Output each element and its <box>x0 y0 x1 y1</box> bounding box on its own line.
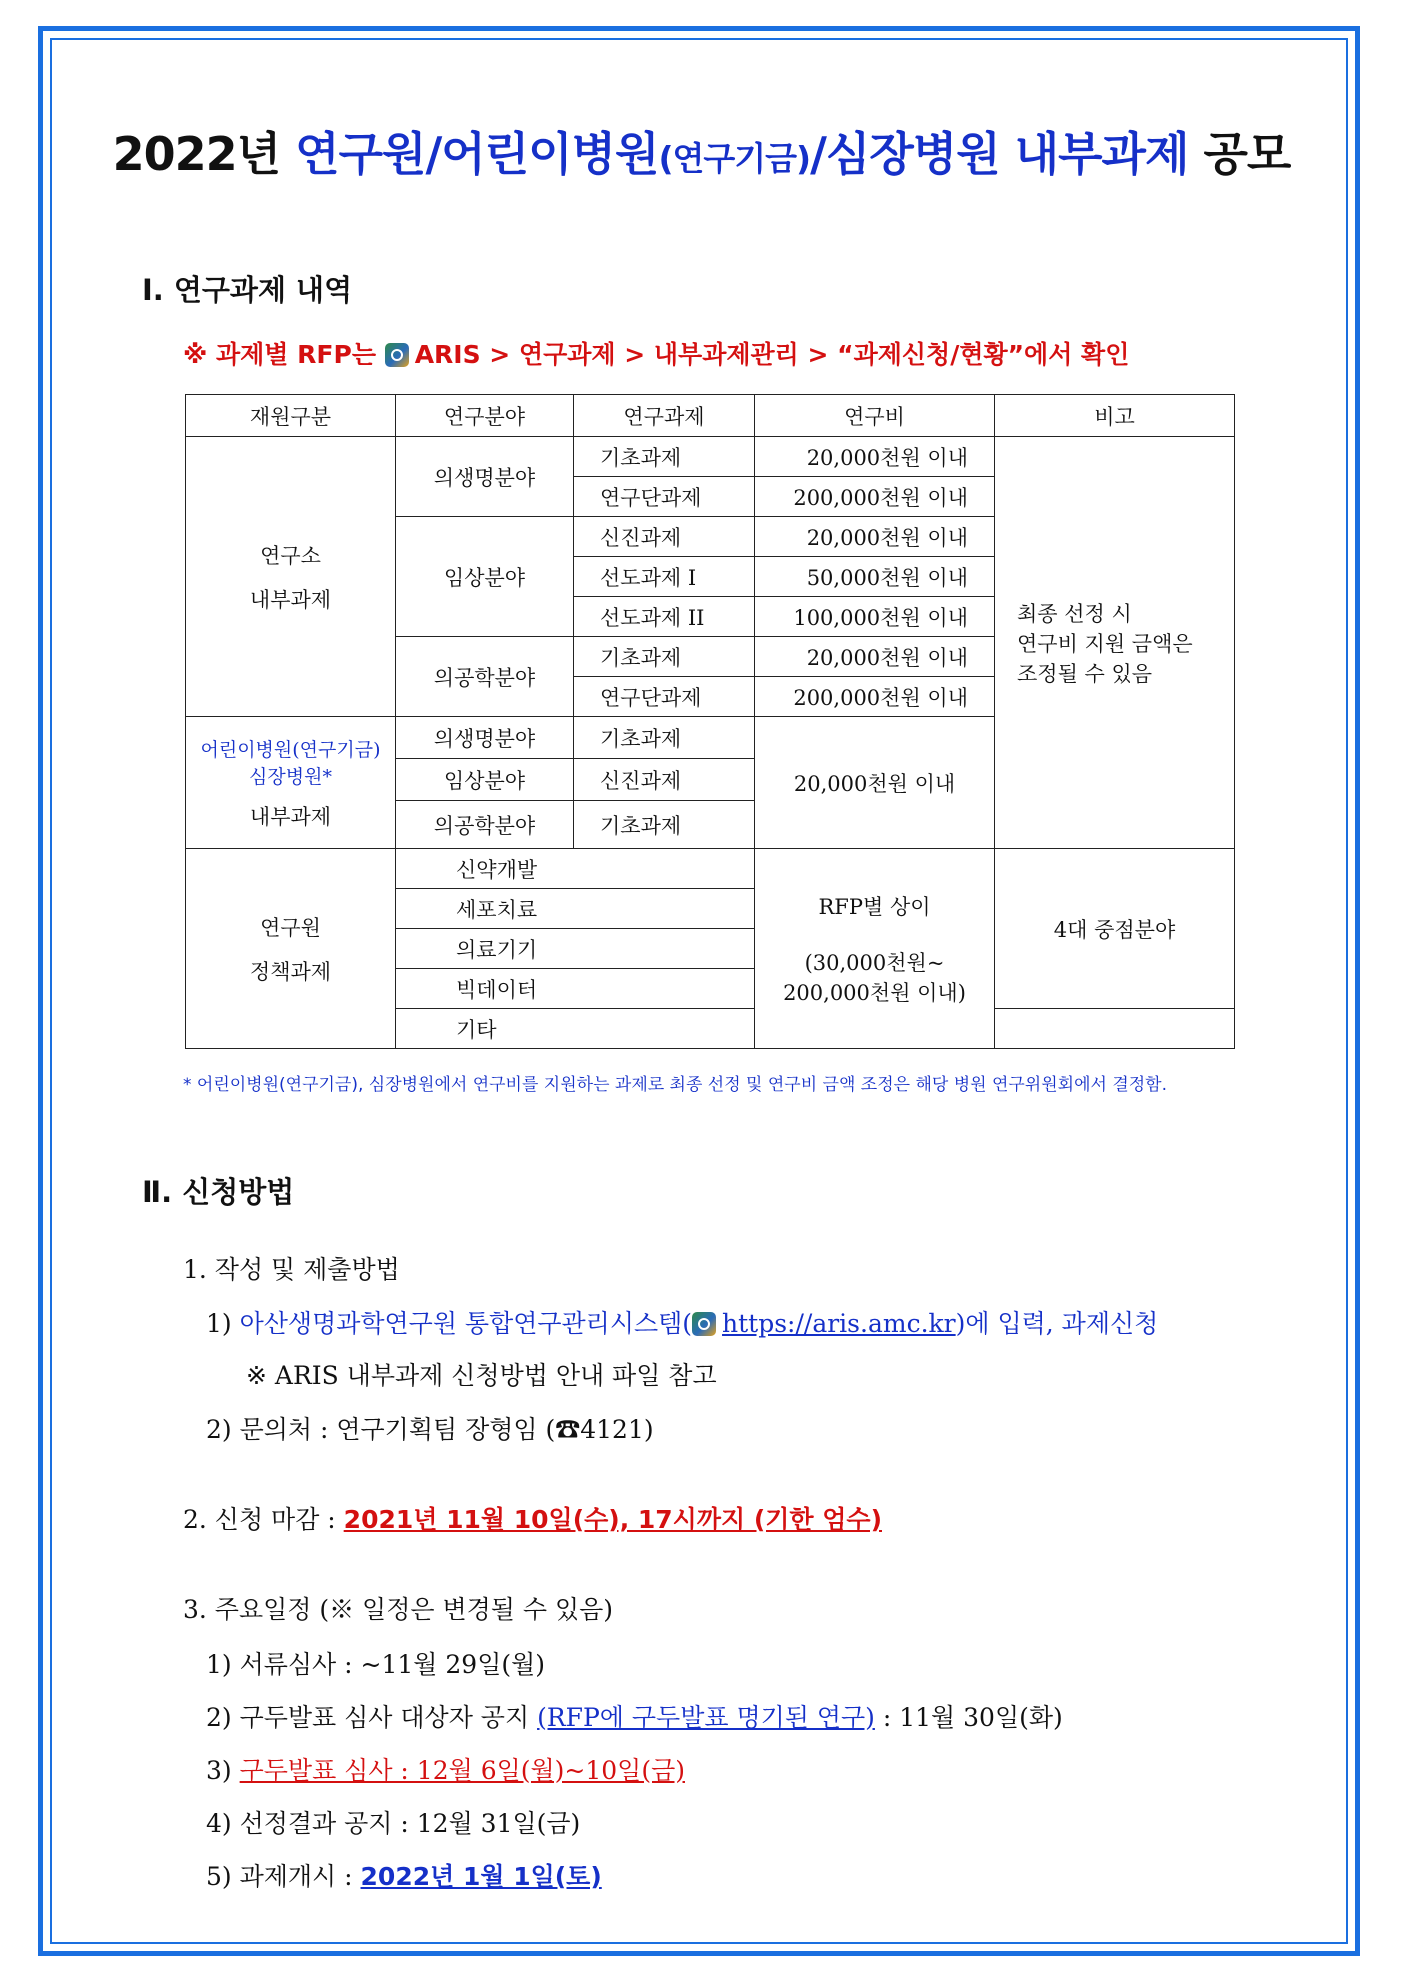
oral-review-date: 구두발표 심사 : 12월 6일(월)~10일(금) <box>239 1756 685 1785</box>
field-cell: 빅데이터 <box>396 969 755 1009</box>
field-cell: 기타 <box>396 1009 755 1049</box>
submission-step-1: 1) 아산생명과학연구원 통합연구관리시스템( https://aris.amc.kr)에 입력, 과제신청 <box>206 1309 1159 1338</box>
funding-group-hospital: 어린이병원(연구기금) 심장병원* 내부과제 <box>186 717 396 849</box>
research-task-table <box>185 394 1235 1049</box>
task-cell: 신진과제 <box>574 759 755 801</box>
budget-cell: 50,000천원 이내 <box>755 557 995 597</box>
table-header: 연구분야 <box>396 395 574 437</box>
oral-presentation-note: (RFP에 구두발표 명기된 연구) <box>537 1703 875 1732</box>
note-cell: 최종 선정 시 연구비 지원 금액은 조정될 수 있음 <box>995 437 1235 849</box>
field-cell: 임상분야 <box>396 517 574 637</box>
task-cell: 기초과제 <box>574 437 755 477</box>
section2-heading: Ⅱ. 신청방법 <box>142 1175 295 1209</box>
task-cell: 기초과제 <box>574 801 755 849</box>
budget-cell: 200,000천원 이내 <box>755 477 995 517</box>
aris-logo-icon <box>692 1312 716 1336</box>
schedule-item: 1) 서류심사 : ~11월 29일(월) <box>206 1650 545 1679</box>
schedule-item: 2) 구두발표 심사 대상자 공지 (RFP에 구두발표 명기된 연구) : 11월 30일(화) <box>206 1703 1063 1732</box>
funding-group-institute: 연구소 내부과제 <box>186 437 396 717</box>
contact-info: 2) 문의처 : 연구기획팀 장형임 (☎4121) <box>206 1415 654 1444</box>
aris-guide-note: ※ ARIS 내부과제 신청방법 안내 파일 참고 <box>246 1361 717 1390</box>
field-cell: 의료기기 <box>396 929 755 969</box>
section1-heading: Ⅰ. 연구과제 내역 <box>142 273 353 307</box>
task-cell: 연구단과제 <box>574 677 755 717</box>
field-cell: 신약개발 <box>396 849 755 889</box>
field-cell: 의생명분야 <box>396 437 574 517</box>
table-header: 연구과제 <box>574 395 755 437</box>
budget-cell: 20,000천원 이내 <box>755 517 995 557</box>
start-date: 2022년 1월 1일(토) <box>360 1862 602 1891</box>
schedule-item: 5) 과제개시 : 2022년 1월 1일(토) <box>206 1862 602 1891</box>
task-cell: 기초과제 <box>574 637 755 677</box>
aris-logo-icon <box>385 343 409 367</box>
field-cell: 세포치료 <box>396 889 755 929</box>
schedule-item: 3) 구두발표 심사 : 12월 6일(월)~10일(금) <box>206 1756 685 1785</box>
table-row <box>186 849 1235 889</box>
schedule-heading: 3. 주요일정 (※ 일정은 변경될 수 있음) <box>183 1595 613 1624</box>
task-cell: 신진과제 <box>574 517 755 557</box>
deadline: 2. 신청 마감 : 2021년 11월 10일(수), 17시까지 (기한 엄수) <box>183 1505 882 1534</box>
budget-cell: 20,000천원 이내 <box>755 637 995 677</box>
note-cell-empty <box>995 1009 1235 1049</box>
table-row <box>186 437 1235 477</box>
budget-cell: RFP별 상이 (30,000천원~ 200,000천원 이내) <box>755 849 995 1049</box>
budget-cell: 20,000천원 이내 <box>755 437 995 477</box>
table-header: 연구비 <box>755 395 995 437</box>
field-cell: 의공학분야 <box>396 637 574 717</box>
note-cell: 4대 중점분야 <box>995 849 1235 1009</box>
submission-method-heading: 1. 작성 및 제출방법 <box>183 1255 400 1284</box>
field-cell: 임상분야 <box>396 759 574 801</box>
table-header-row <box>186 395 1235 437</box>
funding-group-policy: 연구원 정책과제 <box>186 849 396 1049</box>
table-footnote: * 어린이병원(연구기금), 심장병원에서 연구비를 지원하는 과제로 최종 선정 및 연구비 금액 조정은 해당 병원 연구위원회에서 결정함. <box>183 1075 1167 1095</box>
deadline-value: 2021년 11월 10일(수), 17시까지 (기한 엄수) <box>343 1505 882 1534</box>
budget-cell: 200,000천원 이내 <box>755 677 995 717</box>
field-cell: 의생명분야 <box>396 717 574 759</box>
schedule-item: 4) 선정결과 공지 : 12월 31일(금) <box>206 1809 581 1838</box>
table-header: 비고 <box>995 395 1235 437</box>
rfp-notice: ※ 과제별 RFP는 ARIS > 연구과제 > 내부과제관리 > “과제신청/현황”에서 확인 <box>183 340 1130 369</box>
task-cell: 기초과제 <box>574 717 755 759</box>
field-cell: 의공학분야 <box>396 801 574 849</box>
budget-cell: 100,000천원 이내 <box>755 597 995 637</box>
task-cell: 선도과제 I <box>574 557 755 597</box>
budget-cell: 20,000천원 이내 <box>755 717 995 849</box>
task-cell: 선도과제 II <box>574 597 755 637</box>
aris-link[interactable]: https://aris.amc.kr <box>722 1309 956 1338</box>
page-title: 2022년 연구원/어린이병원(연구기금)/심장병원 내부과제 공모 <box>112 127 1291 181</box>
table-header: 재원구분 <box>186 395 396 437</box>
task-cell: 연구단과제 <box>574 477 755 517</box>
